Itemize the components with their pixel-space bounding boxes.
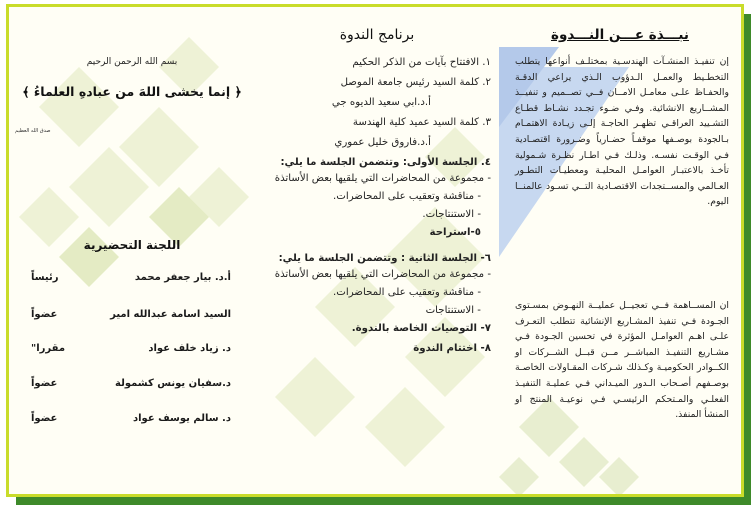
program-item: ٣. كلمة السيد عميد كلية الهندسة (352, 117, 491, 128)
member-role: عضواً (31, 378, 58, 389)
program-item: - مناقشة وتعقيب على المحاضرات. (333, 287, 481, 298)
member-role: رئيساً (31, 272, 59, 283)
program-item: أ.د.فاروق خليل عموري (334, 137, 431, 148)
brochure-frame (6, 4, 744, 497)
right-panel (499, 7, 741, 494)
basmala: بسم الله الرحمن الرحيم (86, 57, 178, 67)
program-item: - مجموعة من المحاضرات التي يلقيها بعض الأساتذة (274, 269, 491, 280)
member-name: د. سالم يوسف عواد (133, 413, 231, 424)
program-item: ٧- التوصيات الخاصة بالندوة. (351, 323, 491, 334)
committee-member (31, 378, 231, 389)
member-role: مقررا" (31, 343, 66, 354)
frame-shadow-bottom (16, 497, 750, 505)
middle-panel (255, 7, 499, 494)
member-name: د.سفيان يونس كشمولة (115, 378, 231, 389)
member-name: السيد اسامة عبدالله امير (110, 309, 231, 320)
program-item: ٨- اختتام الندوة (413, 343, 491, 354)
about-paragraph-2: ان المســاهمة فــي تعجيــل عمليــة النهـوض بمسـتوى الجـودة فـي تنفيذ المشـاريع الإنشائية تتطلب التعـرف علـى اهـم العوامـل المؤثرة في تحسين الجـودة فـي مشـاريع التنفيـذ المباشــر مــن قبــل الشــركات او الكــوادر الحكوميـة وكـذلك شـركات المقـاولات الخاصـة بوصـفهم أصـحاب الـدور الميـداني فـي عمليـة التنفيـذ الفعلـي والمـتحكم الرئيسـي فـي نوعيـة المنتج او المنشأ المنفذ. (515, 300, 729, 421)
program-item: ٢. كلمة السيد رئيس جامعة الموصل (340, 77, 491, 88)
program-item: ١. الافتتاح بآيات من الذكر الحكيم (352, 57, 491, 68)
about-title: نبـــذة عـــن النـــدوة (550, 27, 689, 43)
committee-member (31, 309, 231, 320)
member-role: عضواً (31, 413, 58, 424)
about-paragraph-1: إن تنفيـذ المنشـآت الهندسـية بمختلـف أنواعها يتطلب التخطـيط والعمـل الـدؤوب الـذي يراعي الدقـة والحفـاظ علـى معامـل الامــان فــي تصــميم و تنفيــذ المشــاريع الانشائية. وفـي ضـوء تجـدد نشـاط قطـاع التشـييد العراقـي تظهـر الحاجـة إلـى زيـادة الاهتمـام بـالجودة بوصـفها موقفـاً حضـارياً وضـرورة اقتصـادية فـي الوقـت نفسـه. وذلـك فـي اطـار نظـرة شـمولية تأخـذ بالاعتبـار العوامـل المحليـة ومعطيـات التطـور العـالمي والمســتجدات الاقتصـادية التــي تسـود عالمنــا اليوم. (515, 56, 729, 208)
program-item: - مجموعة من المحاضرات التي يلقيها بعض الأساتذة (274, 173, 491, 184)
program-item: ٤. الجلسة الأولى: وتتضمن الجلسة ما يلي: (280, 157, 491, 168)
quran-verse: ﴿ إنما يخشى اللهَ من عبادهِ العلماءُ ﴾ (22, 84, 242, 99)
member-role: عضواً (31, 309, 58, 320)
sadaq-line: صدق الله العظيم (15, 128, 51, 134)
committee-member (31, 272, 231, 283)
member-name: د. زياد خلف عواد (148, 343, 231, 354)
program-item: - مناقشة وتعقيب على المحاضرات. (333, 191, 481, 202)
program-item: - الاستنتاجات (425, 305, 481, 316)
program-item: ٥-استراحة (429, 227, 481, 238)
committee-member (31, 413, 231, 424)
left-panel (9, 7, 255, 494)
program-title: برنامج الندوة (339, 27, 415, 43)
program-item: - الاستنتاجات. (422, 209, 481, 220)
member-name: أ.د. بيار جعفر محمد (134, 272, 231, 283)
program-item: ٦- الجلسة الثانية : وتتضمن الجلسة ما يلي: (278, 253, 491, 264)
program-list (259, 55, 491, 357)
committee-member (31, 343, 231, 354)
frame-shadow-right (744, 14, 751, 505)
committee-title: اللجنة التحضيرية (83, 238, 181, 252)
program-item: أ.د.ابي سعيد الديوه جي (331, 97, 431, 108)
